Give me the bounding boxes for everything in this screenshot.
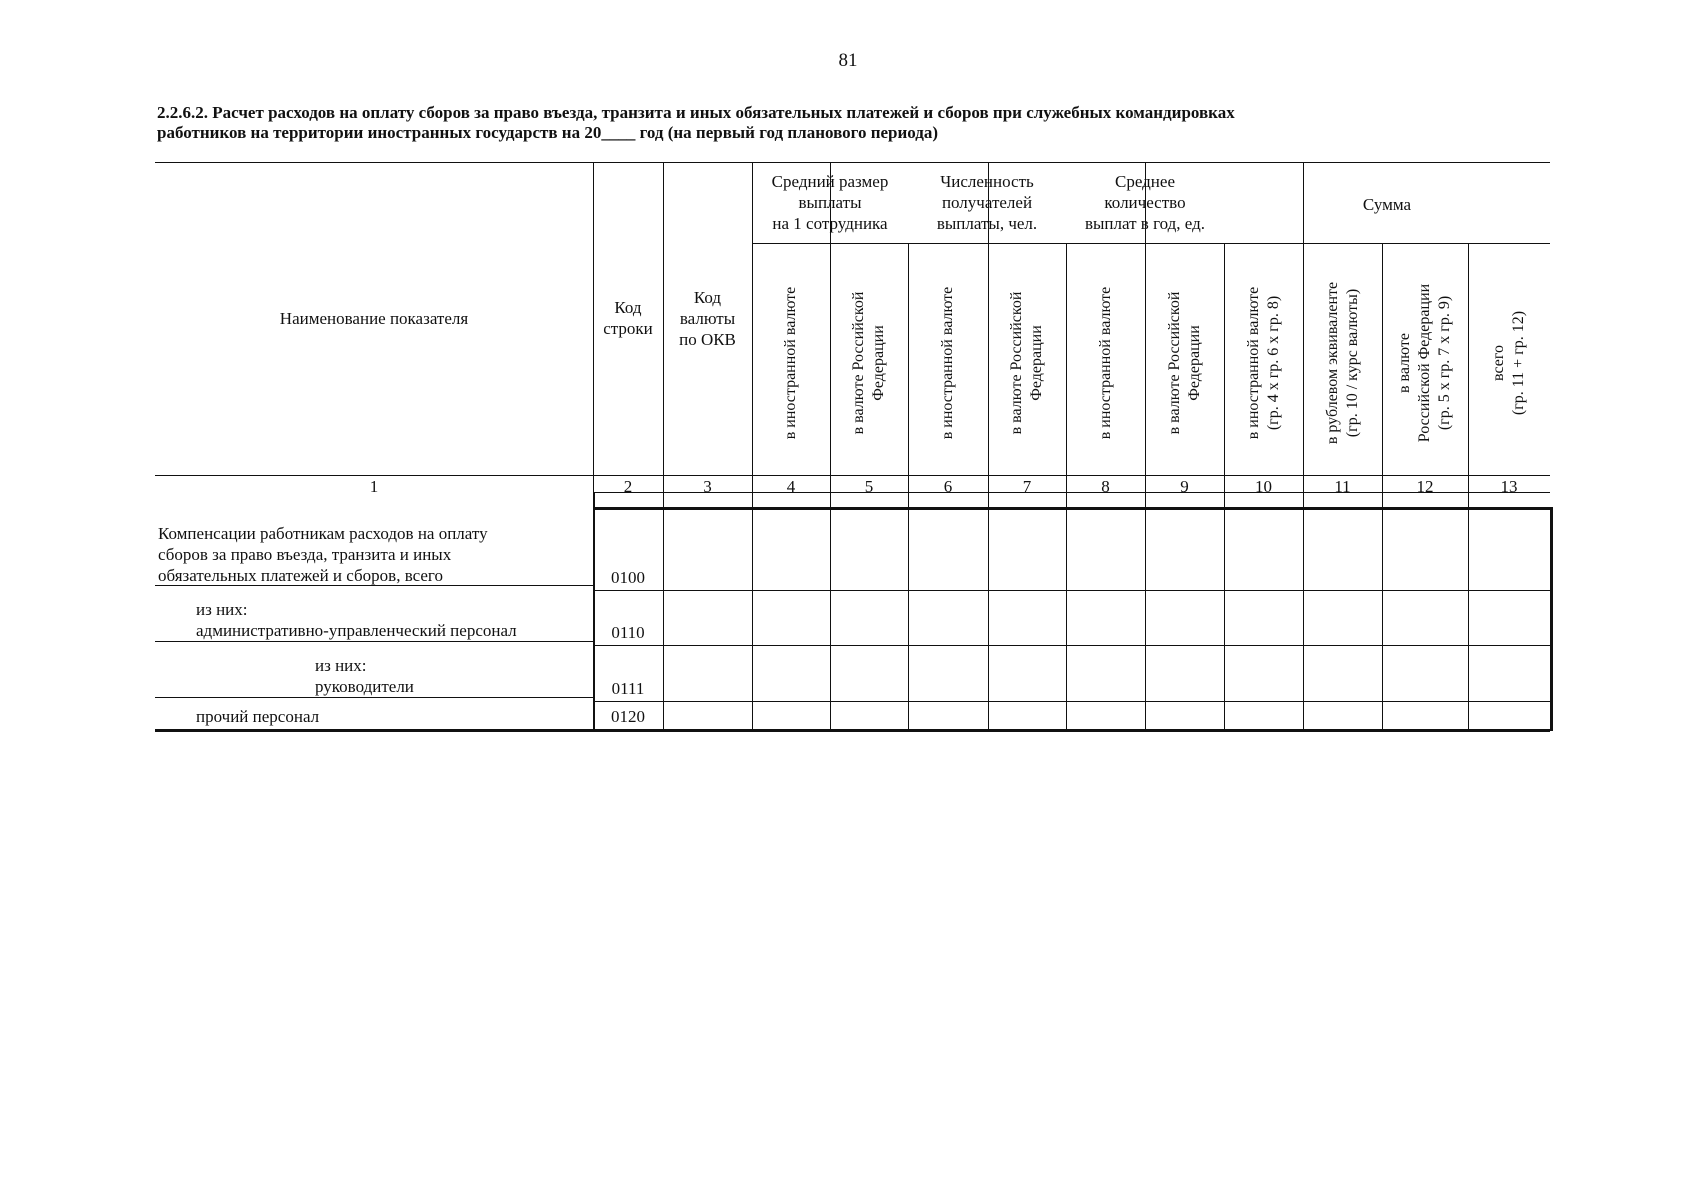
- header-text-line: в рублевом эквиваленте: [1323, 281, 1341, 445]
- table-title: [157, 103, 1557, 143]
- header-text-line: в иностранной валюте: [782, 286, 799, 440]
- header-name-column: [164, 308, 584, 329]
- header-text-line: выплат в год, ед.: [1084, 213, 1206, 233]
- v-line: [663, 492, 664, 731]
- row-name-line: прочий персонал: [196, 707, 320, 726]
- row-name-line: из них:: [315, 656, 367, 675]
- header-text-line: Российской Федерации: [1416, 283, 1433, 443]
- header-text-line: выплаты: [798, 192, 862, 212]
- header-group-recipients: [908, 171, 1066, 234]
- header-text-line: Федерации: [870, 325, 887, 401]
- row-name-line: сборов за право въезда, транзита и иных: [158, 545, 452, 564]
- column-number: 13: [1500, 477, 1518, 496]
- page-number: 81: [838, 50, 858, 71]
- v-line: [1550, 507, 1553, 731]
- header-text-line: Федерации: [1185, 325, 1203, 401]
- column-number: 10: [1255, 477, 1272, 496]
- v-line: [1468, 492, 1469, 731]
- header-text-line: в иностранной валюте: [1096, 286, 1114, 440]
- header-sub-c10: [1244, 287, 1284, 440]
- column-number: 6: [943, 477, 953, 496]
- header-sub-c11: [1323, 282, 1363, 444]
- header-sub-c6: [938, 287, 958, 440]
- h-line: [155, 729, 1550, 732]
- row-name: [315, 655, 587, 697]
- row-code: 0120: [611, 707, 645, 726]
- header-text-line: Наименование показателя: [279, 308, 469, 328]
- h-line: [593, 645, 1550, 646]
- header-text-line: всего: [1490, 344, 1507, 382]
- row-name-line: из них:: [196, 600, 248, 619]
- column-number: 8: [1101, 477, 1110, 496]
- v-line: [1382, 243, 1383, 492]
- h-line: [593, 507, 1550, 510]
- header-text-line: (гр. 11 + гр. 12): [1510, 310, 1527, 416]
- header-currency-code: [664, 287, 752, 350]
- v-line: [1303, 492, 1304, 731]
- v-line: [1066, 243, 1067, 492]
- header-text-line: Среднее: [1115, 171, 1175, 191]
- header-text-line: на 1 сотрудника: [772, 213, 888, 233]
- header-text-line: в валюте Российской: [850, 291, 867, 435]
- header-text-line: (гр. 4 х гр. 6 х гр. 8): [1264, 295, 1282, 431]
- row-name-line: обязательных платежей и сборов, всего: [158, 566, 443, 585]
- header-text-line: Федерации: [1028, 325, 1045, 401]
- h-line: [155, 475, 1550, 476]
- header-sub-c5: [849, 292, 889, 435]
- row-name: [196, 599, 587, 641]
- header-text-line: валюты: [679, 308, 736, 328]
- h-line: [155, 641, 593, 642]
- header-group-average-payment: [752, 171, 908, 234]
- column-number: 9: [1180, 477, 1189, 496]
- header-text-line: выплаты, чел.: [936, 213, 1038, 233]
- header-text-line: по ОКВ: [679, 329, 736, 349]
- header-sub-c4: [781, 287, 801, 440]
- header-text-line: количество: [1104, 192, 1186, 212]
- header-text-line: Код: [614, 298, 642, 317]
- header-sub-c7: [1007, 292, 1047, 435]
- h-line: [593, 701, 1550, 702]
- h-line: [752, 243, 1550, 244]
- header-text-line: (гр. 10 / курс валюты): [1343, 288, 1361, 438]
- v-line: [1468, 243, 1469, 492]
- row-code: 0110: [611, 623, 645, 642]
- header-row-code: [594, 297, 662, 339]
- header-text-line: строки: [603, 319, 653, 338]
- header-text-line: Численность: [940, 171, 1034, 191]
- header-text-line: (гр. 5 х гр. 7 х гр. 9): [1436, 295, 1453, 431]
- title-line-1: 2.2.6.2. Расчет расходов на оплату сборов за право въезда, транзита и иных обязательных платежей и сборов при служебных командировках: [157, 103, 1235, 122]
- v-line: [752, 492, 753, 731]
- v-line: [908, 243, 909, 492]
- column-number: 3: [703, 477, 712, 496]
- column-number: 11: [1334, 477, 1351, 496]
- title-line-2: работников на территории иностранных государств на 20____ год (на первый год планового периода): [157, 123, 939, 142]
- v-line: [1224, 243, 1225, 492]
- header-text-line: в валюте Российской: [1165, 291, 1183, 435]
- row-name-line: административно-управленческий персонал: [196, 621, 517, 640]
- row-name-line: руководители: [315, 677, 414, 696]
- v-line: [830, 492, 831, 731]
- header-sub-c9: [1165, 292, 1205, 435]
- header-text-line: Сумма: [1362, 194, 1412, 214]
- header-group-average-count: [1066, 171, 1224, 234]
- header-group-sum: [1224, 194, 1550, 215]
- column-number: 4: [786, 477, 796, 496]
- column-number: 1: [369, 477, 379, 496]
- header-text-line: в валюте: [1396, 333, 1413, 393]
- v-line: [908, 492, 909, 731]
- header-text-line: в иностранной валюте: [939, 286, 956, 440]
- header-text-line: в иностранной валюте: [1244, 286, 1262, 440]
- row-name: [158, 523, 587, 586]
- header-text-line: получателей: [941, 192, 1033, 212]
- column-number: 7: [1022, 477, 1032, 496]
- v-line: [1145, 492, 1146, 731]
- v-line: [1382, 492, 1383, 731]
- v-line: [1224, 492, 1225, 731]
- row-name-line: Компенсации работникам расходов на оплату: [158, 524, 488, 543]
- h-line: [155, 162, 1550, 163]
- header-sub-c13: [1489, 311, 1529, 415]
- header-text-line: в валюте Российской: [1008, 291, 1025, 435]
- h-line: [155, 697, 593, 698]
- h-line: [593, 590, 1550, 591]
- header-sub-c12: [1395, 284, 1455, 442]
- row-code: 0111: [611, 679, 645, 698]
- header-text-line: Код: [693, 287, 722, 307]
- header-sub-c8: [1096, 287, 1116, 440]
- column-number: 12: [1416, 477, 1434, 496]
- v-line: [1066, 492, 1067, 731]
- row-code: 0100: [611, 568, 645, 587]
- column-number: 2: [623, 477, 633, 496]
- header-text-line: Средний размер: [771, 171, 889, 191]
- row-name: [196, 706, 587, 727]
- column-number: 5: [864, 477, 874, 496]
- v-line: [988, 492, 989, 731]
